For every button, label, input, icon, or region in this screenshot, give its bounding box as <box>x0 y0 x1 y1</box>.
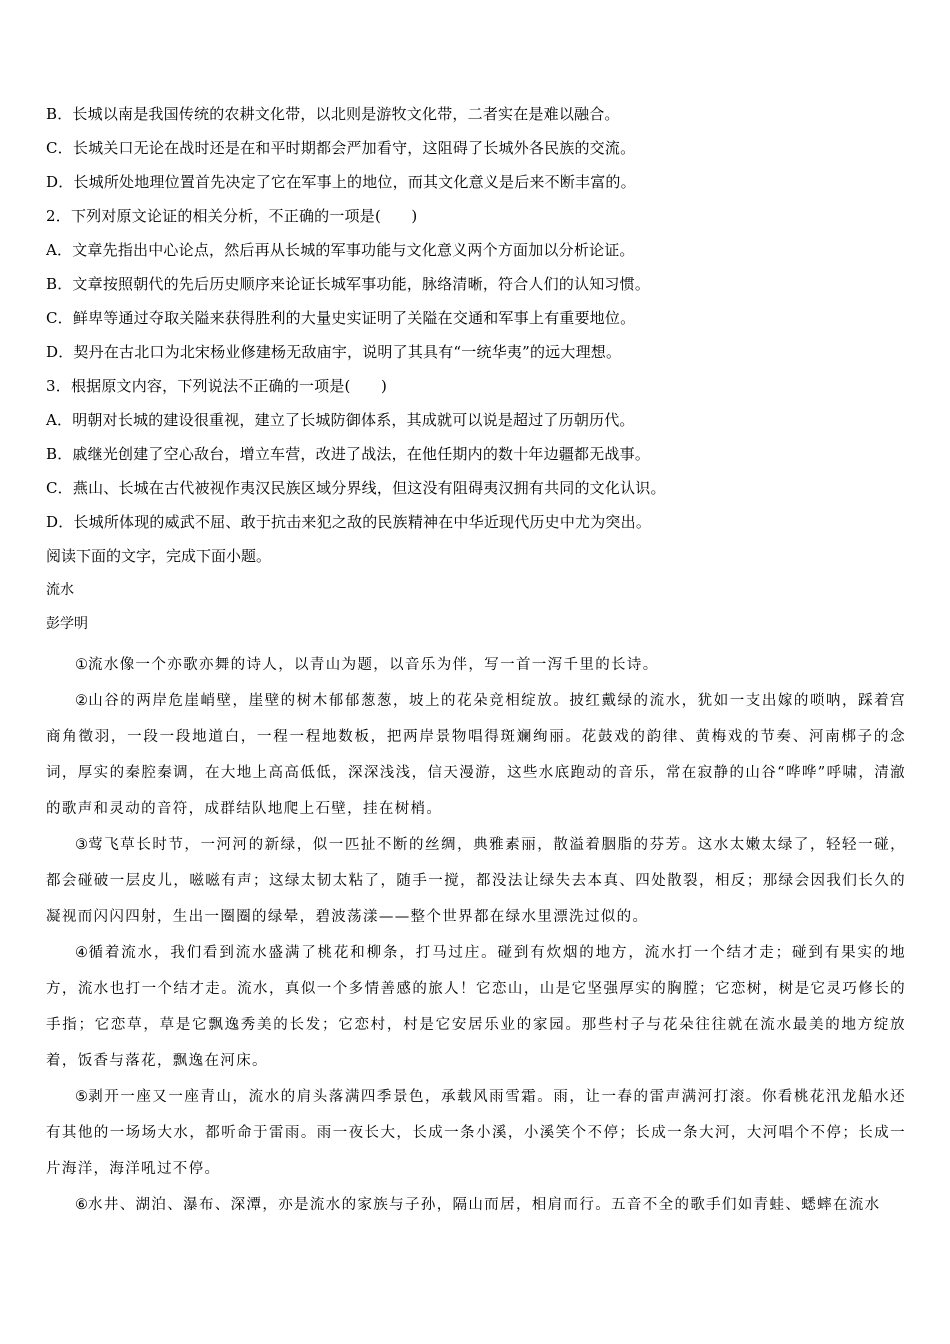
paragraph-number: ⑤ <box>75 1089 89 1105</box>
paragraph-6 <box>46 1187 906 1223</box>
article-author: 彭学明 <box>46 616 88 632</box>
option-d-q1: D．长城所处地理位置首先决定了它在军事上的地位，而其文化意义是后来不断丰富的。 <box>46 173 636 191</box>
paragraph-number: ① <box>75 657 88 673</box>
paragraph-number: ② <box>75 693 89 709</box>
question-block <box>46 97 906 539</box>
reading-instruction: 阅读下面的文字，完成下面小题。 <box>46 547 272 565</box>
paragraph-5 <box>46 1079 906 1187</box>
paragraph-2 <box>46 683 906 827</box>
paragraph-number: ④ <box>75 945 89 961</box>
paragraph-number: ⑥ <box>75 1197 88 1213</box>
paragraph-1 <box>46 647 906 683</box>
option-b-q2: B．文章按照朝代的先后历史顺序来论证长城军事功能，脉络清晰，符合人们的认知习惯。 <box>46 275 651 293</box>
option-c-q1: C．长城关口无论在战时还是在和平时期都会严加看守，这阻碍了长城外各民族的交流。 <box>46 139 636 157</box>
paragraph-3 <box>46 827 906 935</box>
option-c-q3: C．燕山、长城在古代被视作夷汉民族区域分界线，但这没有阻碍夷汉拥有共同的文化认识。 <box>46 479 666 497</box>
paragraph-text: 山谷的两岸危崖峭壁，崖壁的树木郁郁葱葱，坡上的花朵竞相绽放。披红戴绿的流水，犹如一支出嫁的唢呐，踩着宫商角徵羽，一段一段地道白，一程一程地数板，把两岸景物唱得斑斓绚丽。花鼓戏的韵律、黄梅戏的节奏、河南梆子的念词，厚实的秦腔秦调，在大地上高高低低，深深浅浅，信天漫游，这些水底跑动的音乐，常在寂静的山谷“哗哗”呼啸，清澈的歌声和灵动的音符，成群结队地爬上石壁，挂在树梢。 <box>46 693 906 817</box>
option-c-q2: C．鲜卑等通过夺取关隘来获得胜利的大量史实证明了关隘在交通和军事上有重要地位。 <box>46 309 636 327</box>
paragraph-text: 剥开一座又一座青山，流水的肩头落满四季景色，承载风雨雪霜。雨，让一春的雷声满河打滚。你看桃花汛龙船水还有其他的一场场大水，都听命于雷雨。雨一夜长大，长成一条小溪，小溪笑个不停；长成一条大河，大河唱个不停；长成一片海洋，海洋吼过不停。 <box>46 1089 906 1177</box>
option-b-q1: B．长城以南是我国传统的农耕文化带，以北则是游牧文化带，二者实在是难以融合。 <box>46 105 620 123</box>
paragraph-number: ③ <box>75 837 89 853</box>
paragraph-text: 水井、湖泊、瀑布、深潭，亦是流水的家族与子孙，隔山而居，相肩而行。五音不全的歌手们如青蛙、蟋蟀在流水 <box>88 1197 881 1213</box>
option-a-q3: A．明朝对长城的建设很重视，建立了长城防御体系，其成就可以说是超过了历朝历代。 <box>46 411 635 429</box>
option-a-q2: A．文章先指出中心论点，然后再从长城的军事功能与文化意义两个方面加以分析论证。 <box>46 241 635 259</box>
document-page <box>46 97 906 1223</box>
article-title: 流水 <box>46 582 74 598</box>
option-d-q2: D．契丹在古北口为北宋杨业修建杨无敌庙宇，说明了其具有“一统华夷”的远大理想。 <box>46 343 622 361</box>
paragraph-text: 莺飞草长时节，一河河的新绿，似一匹扯不断的丝绸，典雅素丽，散溢着胭脂的芬芳。这水太嫩太绿了，轻轻一碰，都会碰破一层皮儿，嗞嗞有声；这绿太韧太粘了，随手一搅，都没法让绿失去本真、四处散裂，相反；那绿会因我们长久的凝视而闪闪四射，生出一圈圈的绿晕，碧波荡漾——整个世界都在绿水里漂洗过似的。 <box>46 837 906 925</box>
option-b-q3: B．戚继光创建了空心敌台，增立车营，改进了战法，在他任期内的数十年边疆都无战事。 <box>46 445 651 463</box>
paragraph-4 <box>46 935 906 1079</box>
option-d-q3: D．长城所体现的威武不屈、敢于抗击来犯之敌的民族精神在中华近现代历史中尤为突出。 <box>46 513 652 531</box>
question-2-stem: 2．下列对原文论证的相关分析，不正确的一项是( ) <box>46 207 418 225</box>
question-3-stem: 3．根据原文内容，下列说法不正确的一项是( ) <box>46 377 388 395</box>
paragraph-text: 流水像一个亦歌亦舞的诗人，以青山为题，以音乐为伴，写一首一泻千里的长诗。 <box>88 657 659 673</box>
paragraph-text: 循着流水，我们看到流水盛满了桃花和柳条，打马过庄。碰到有炊烟的地方，流水打一个结才走；碰到有果实的地方，流水也打一个结才走。流水，真似一个多情善感的旅人！它恋山，山是它坚强厚实的胸膛；它恋树，树是它灵巧修长的手指；它恋草，草是它飘逸秀美的长发；它恋村，村是它安居乐业的家园。那些村子与花朵往往就在流水最美的地方绽放着，饭香与落花，飘逸在河床。 <box>46 945 907 1069</box>
article-body <box>46 647 906 1223</box>
